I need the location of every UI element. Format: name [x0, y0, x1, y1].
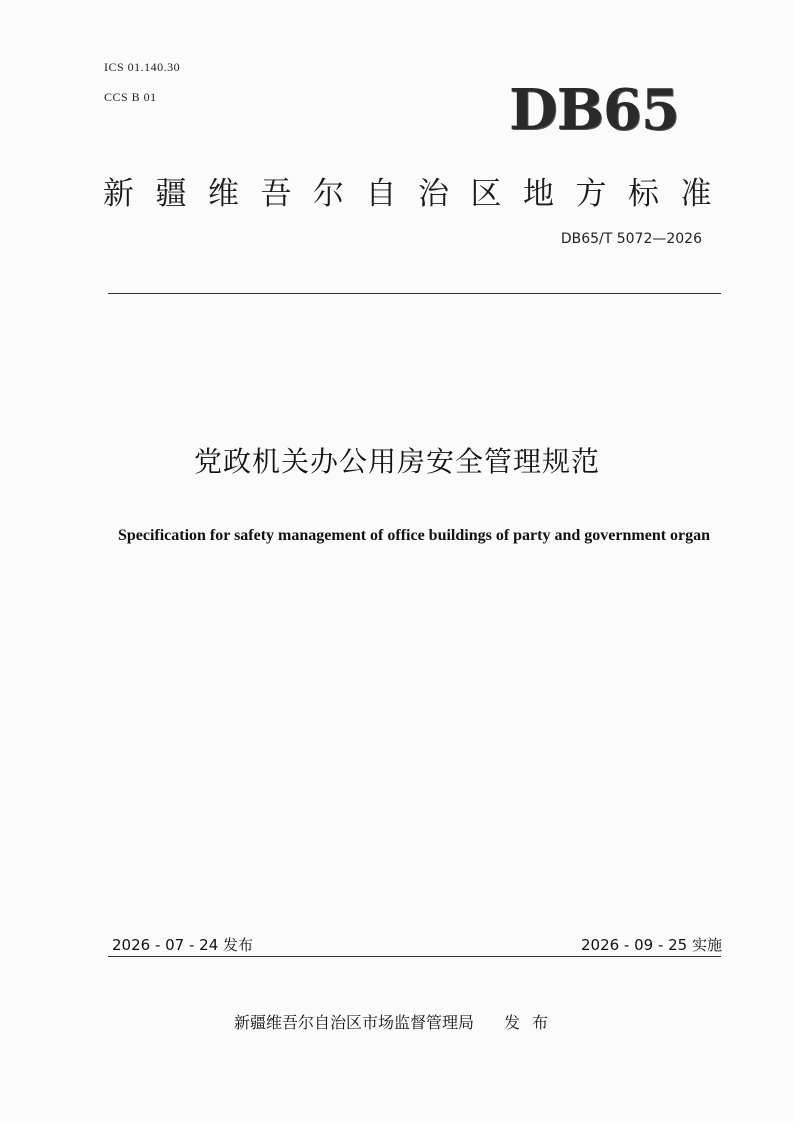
ccs-code: CCS B 01	[104, 90, 157, 104]
ics-code: ICS 01.140.30	[104, 60, 181, 74]
title-chinese: 党政机关办公用房安全管理规范	[193, 445, 600, 478]
db-logo: DB65	[509, 77, 679, 143]
top-divider	[108, 293, 721, 294]
implementation-date: 2026 - 09 - 25 实施	[580, 936, 722, 954]
bottom-divider	[108, 956, 721, 957]
title-english: Specification for safety management of office buildings of party and government organ	[117, 527, 711, 544]
standard-number: DB65/T 5072—2026	[560, 231, 702, 247]
issue-date: 2026 - 07 - 24 发布	[112, 936, 254, 954]
publisher-line	[234, 1010, 560, 1033]
standard-type-heading: 新疆维吾尔自治区地方标准	[103, 176, 733, 212]
publish-label: 发布	[504, 1013, 561, 1032]
publisher-name: 新疆维吾尔自治区市场监督管理局	[234, 1013, 475, 1032]
